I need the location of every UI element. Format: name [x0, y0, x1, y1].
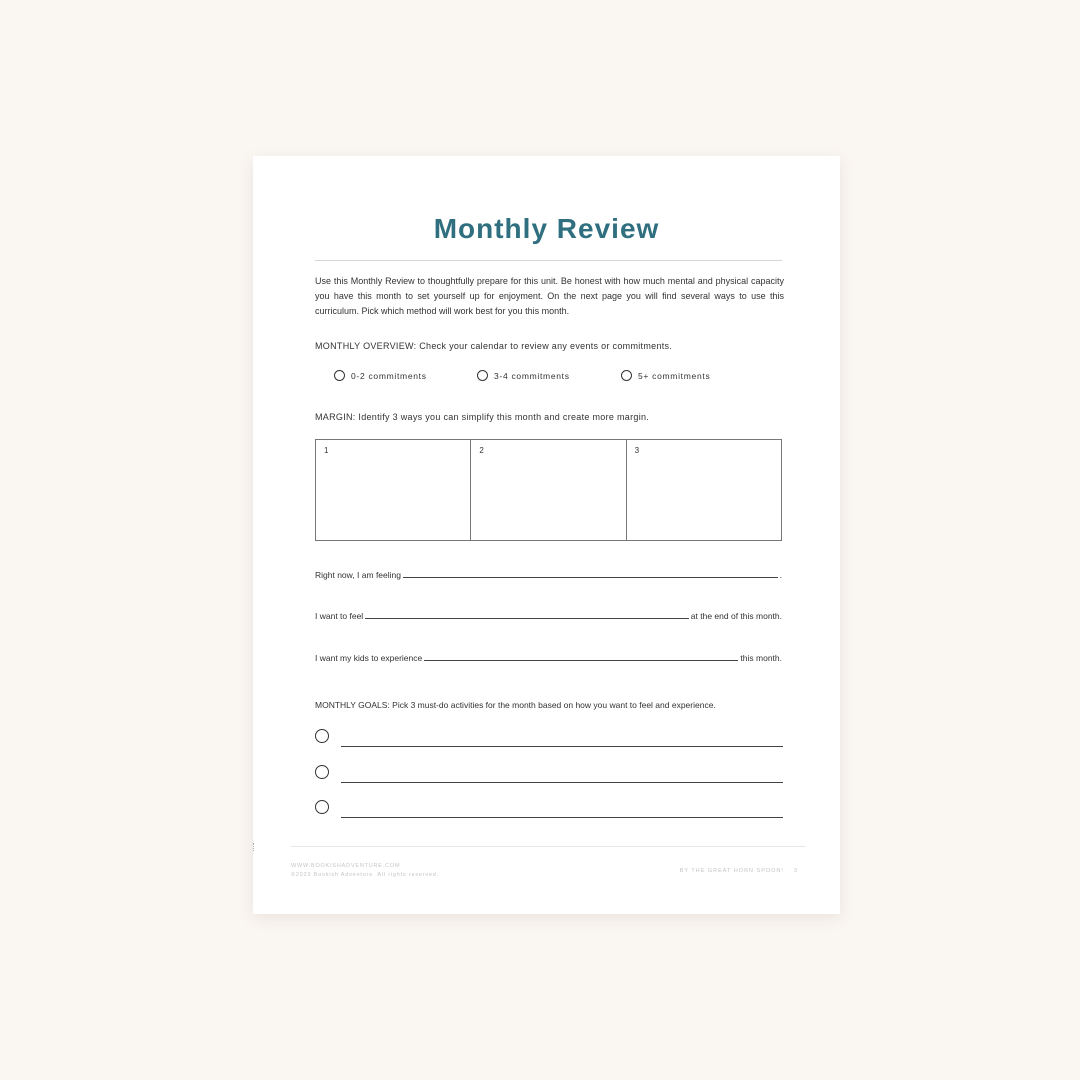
goal-row-2	[315, 765, 783, 783]
overview-option-label: 3-4 commitments	[494, 370, 570, 381]
cell-number: 3	[634, 446, 640, 455]
title-divider	[315, 260, 782, 261]
goal-row-1	[315, 729, 783, 747]
feeling-prompt-end: .	[779, 570, 782, 580]
footer-unit-title: BY THE GREAT HORN SPOON!	[679, 868, 784, 874]
overview-option-label: 5+ commitments	[638, 370, 711, 381]
radio-circle-icon[interactable]	[334, 370, 345, 381]
checkbox-circle-icon[interactable]	[315, 729, 329, 743]
kids-prompt-text: I want my kids to experience	[315, 653, 423, 663]
overview-option-5-plus[interactable]	[621, 370, 710, 381]
footer-divider	[291, 846, 806, 847]
overview-option-3-4[interactable]	[477, 370, 570, 381]
page-edge-mark	[253, 843, 257, 851]
goals-label: MONTHLY GOALS: Pick 3 must-do activities for the month based on how you want to feel and experience.	[315, 700, 716, 710]
checkbox-circle-icon[interactable]	[315, 765, 329, 779]
goal-line[interactable]	[341, 745, 783, 747]
cell-number: 1	[324, 446, 329, 455]
intro-paragraph: Use this Monthly Review to thoughtfully prepare for this unit. Be honest with how much mental and physical capacity you have this month to set yourself up for enjoyment. On the next page you will find several ways to use this curriculum. Pick which method will work best for you this month.	[315, 276, 784, 316]
want-feel-blank-line[interactable]	[365, 617, 689, 619]
checkbox-circle-icon[interactable]	[315, 800, 329, 814]
kids-prompt-end: this month.	[740, 653, 782, 663]
goal-row-3	[315, 800, 783, 818]
radio-circle-icon[interactable]	[477, 370, 488, 381]
cell-number: 2	[479, 446, 484, 455]
feeling-prompt-text: Right now, I am feeling	[315, 570, 401, 580]
margin-cell-3[interactable]	[627, 440, 781, 540]
kids-blank-line[interactable]	[424, 659, 738, 661]
margin-label: MARGIN: Identify 3 ways you can simplify this month and create more margin.	[315, 412, 650, 422]
footer-left	[291, 862, 439, 880]
footer-copyright: ©2023 Bookish Adventure. All rights reserved.	[291, 872, 439, 878]
footer-website: WWW.BOOKISHADVENTURE.COM	[291, 863, 401, 869]
goal-line[interactable]	[341, 781, 783, 783]
overview-option-0-2[interactable]	[334, 370, 427, 381]
footer-right	[680, 868, 798, 874]
feeling-blank-line[interactable]	[403, 576, 778, 578]
want-feel-prompt-end: at the end of this month.	[690, 611, 782, 621]
worksheet-page	[253, 156, 840, 914]
want-feel-prompt-text: I want to feel	[315, 611, 364, 621]
radio-circle-icon[interactable]	[621, 370, 632, 381]
kids-experience-prompt	[315, 653, 782, 663]
margin-cell-1[interactable]	[316, 440, 471, 540]
margin-cell-2[interactable]	[471, 440, 626, 540]
want-feel-prompt	[315, 611, 782, 621]
goal-line[interactable]	[341, 816, 783, 818]
margin-table	[315, 439, 782, 541]
feeling-prompt	[315, 570, 782, 580]
overview-option-label: 0-2 commitments	[351, 370, 427, 381]
footer-page-number: 3	[793, 868, 798, 874]
page-title: Monthly Review	[433, 213, 660, 244]
overview-label: MONTHLY OVERVIEW: Check your calendar to review any events or commitments.	[315, 341, 673, 351]
